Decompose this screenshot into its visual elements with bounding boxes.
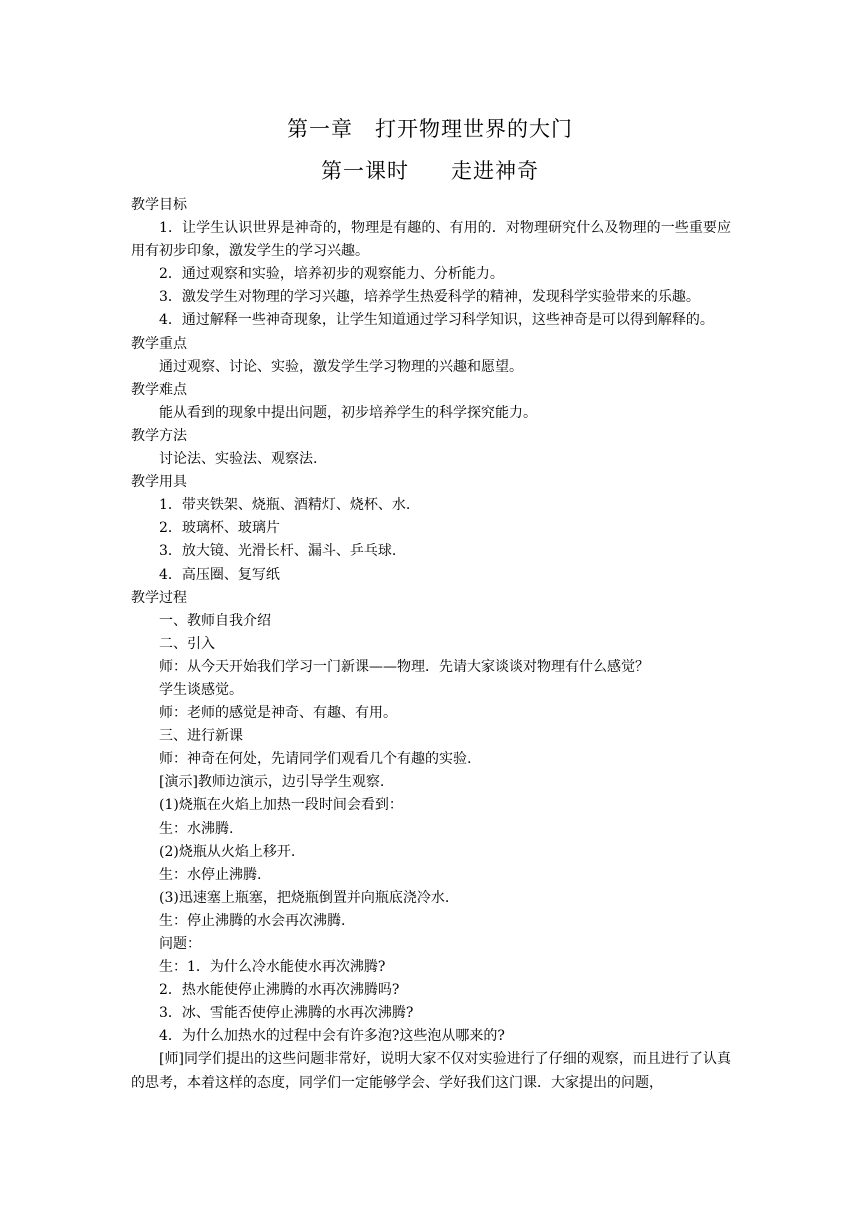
lesson-number: 第一课时 — [321, 159, 409, 183]
process-line: 二、引入 — [159, 635, 215, 652]
process-line: 师：老师的感觉是神奇、有趣、有用。 — [159, 705, 397, 722]
methods-text: 讨论法、实验法、观察法. — [159, 451, 318, 468]
section-heading-difficulties: 教学难点 — [131, 381, 187, 398]
tool-item: 4．高压圈、复写纸 — [159, 566, 280, 583]
objective-item: 2．通过观察和实验，培养初步的观察能力、分析能力。 — [159, 266, 504, 283]
process-line: 生：水沸腾. — [159, 820, 234, 837]
section-heading-tools: 教学用具 — [131, 474, 187, 491]
tool-item: 1．带夹铁架、烧瓶、酒精灯、烧杯、水. — [159, 497, 411, 514]
tool-item: 3．放大镜、光滑长杆、漏斗、乒乓球. — [159, 543, 397, 560]
process-line: 师：神奇在何处，先请同学们观看几个有趣的实验. — [159, 751, 472, 768]
process-line: [演示]教师边演示，边引导学生观察. — [159, 774, 385, 791]
section-heading-objectives: 教学目标 — [131, 197, 187, 213]
objective-item: 4．通过解释一些神奇现象，让学生知道通过学习科学知识，这些神奇是可以得到解释的。 — [159, 312, 714, 329]
lesson-name: 走进神奇 — [451, 159, 539, 183]
process-line: 生：停止沸腾的水会再次沸腾. — [159, 912, 346, 929]
process-line: 学生谈感觉。 — [159, 681, 243, 698]
section-heading-process: 教学过程 — [131, 589, 187, 606]
objective-item: 3．激发学生对物理的学习兴趣，培养学生热爱科学的精神，发现科学实验带来的乐趣。 — [159, 289, 700, 306]
lesson-title — [0, 156, 860, 186]
objective-item: 1．让学生认识世界是神奇的，物理是有趣的、有用的．对物理研究什么及物理的一些重要应用有初步印象，激发学生的学习兴趣。 — [131, 220, 731, 260]
difficulties-text: 能从看到的现象中提出问题，初步培养学生的科学探究能力。 — [159, 404, 537, 421]
process-line: (3)迅速塞上瓶塞，把烧瓶倒置并向瓶底浇冷水. — [159, 889, 450, 906]
chapter-name: 打开物理世界的大门 — [375, 117, 573, 141]
process-line: 2．热水能使停止沸腾的水再次沸腾吗? — [159, 982, 400, 999]
section-heading-key-points: 教学重点 — [131, 335, 187, 352]
tool-item: 2．玻璃杯、玻璃片 — [159, 520, 280, 537]
key-points-text: 通过观察、讨论、实验，激发学生学习物理的兴趣和愿望。 — [159, 358, 523, 375]
process-closing-paragraph: [师]同学们提出的这些问题非常好，说明大家不仅对实验进行了仔细的观察，而且进行了认真的思考，本着这样的态度，同学们一定能够学会、学好我们这门课．大家提出的问题， — [131, 1051, 731, 1091]
chapter-title — [0, 114, 860, 144]
process-line: (2)烧瓶从火焰上移开. — [159, 843, 296, 860]
process-line: 三、进行新课 — [159, 728, 243, 745]
document-body — [131, 194, 731, 1095]
chapter-number: 第一章 — [287, 117, 353, 141]
process-line: 一、教师自我介绍 — [159, 612, 271, 629]
process-line: 3．冰、雪能否使停止沸腾的水再次沸腾? — [159, 1005, 414, 1022]
process-line: (1)烧瓶在火焰上加热一段时间会看到： — [159, 797, 403, 814]
process-line: 生：1．为什么冷水能使水再次沸腾? — [159, 959, 386, 976]
process-line: 生：水停止沸腾. — [159, 866, 262, 883]
process-line: 师：从今天开始我们学习一门新课——物理．先请大家谈谈对物理有什么感觉？ — [159, 658, 649, 675]
process-line: 问题： — [159, 936, 201, 952]
section-heading-methods: 教学方法 — [131, 427, 187, 444]
process-line: 4．为什么加热水的过程中会有许多泡?这些泡从哪来的? — [159, 1028, 505, 1045]
